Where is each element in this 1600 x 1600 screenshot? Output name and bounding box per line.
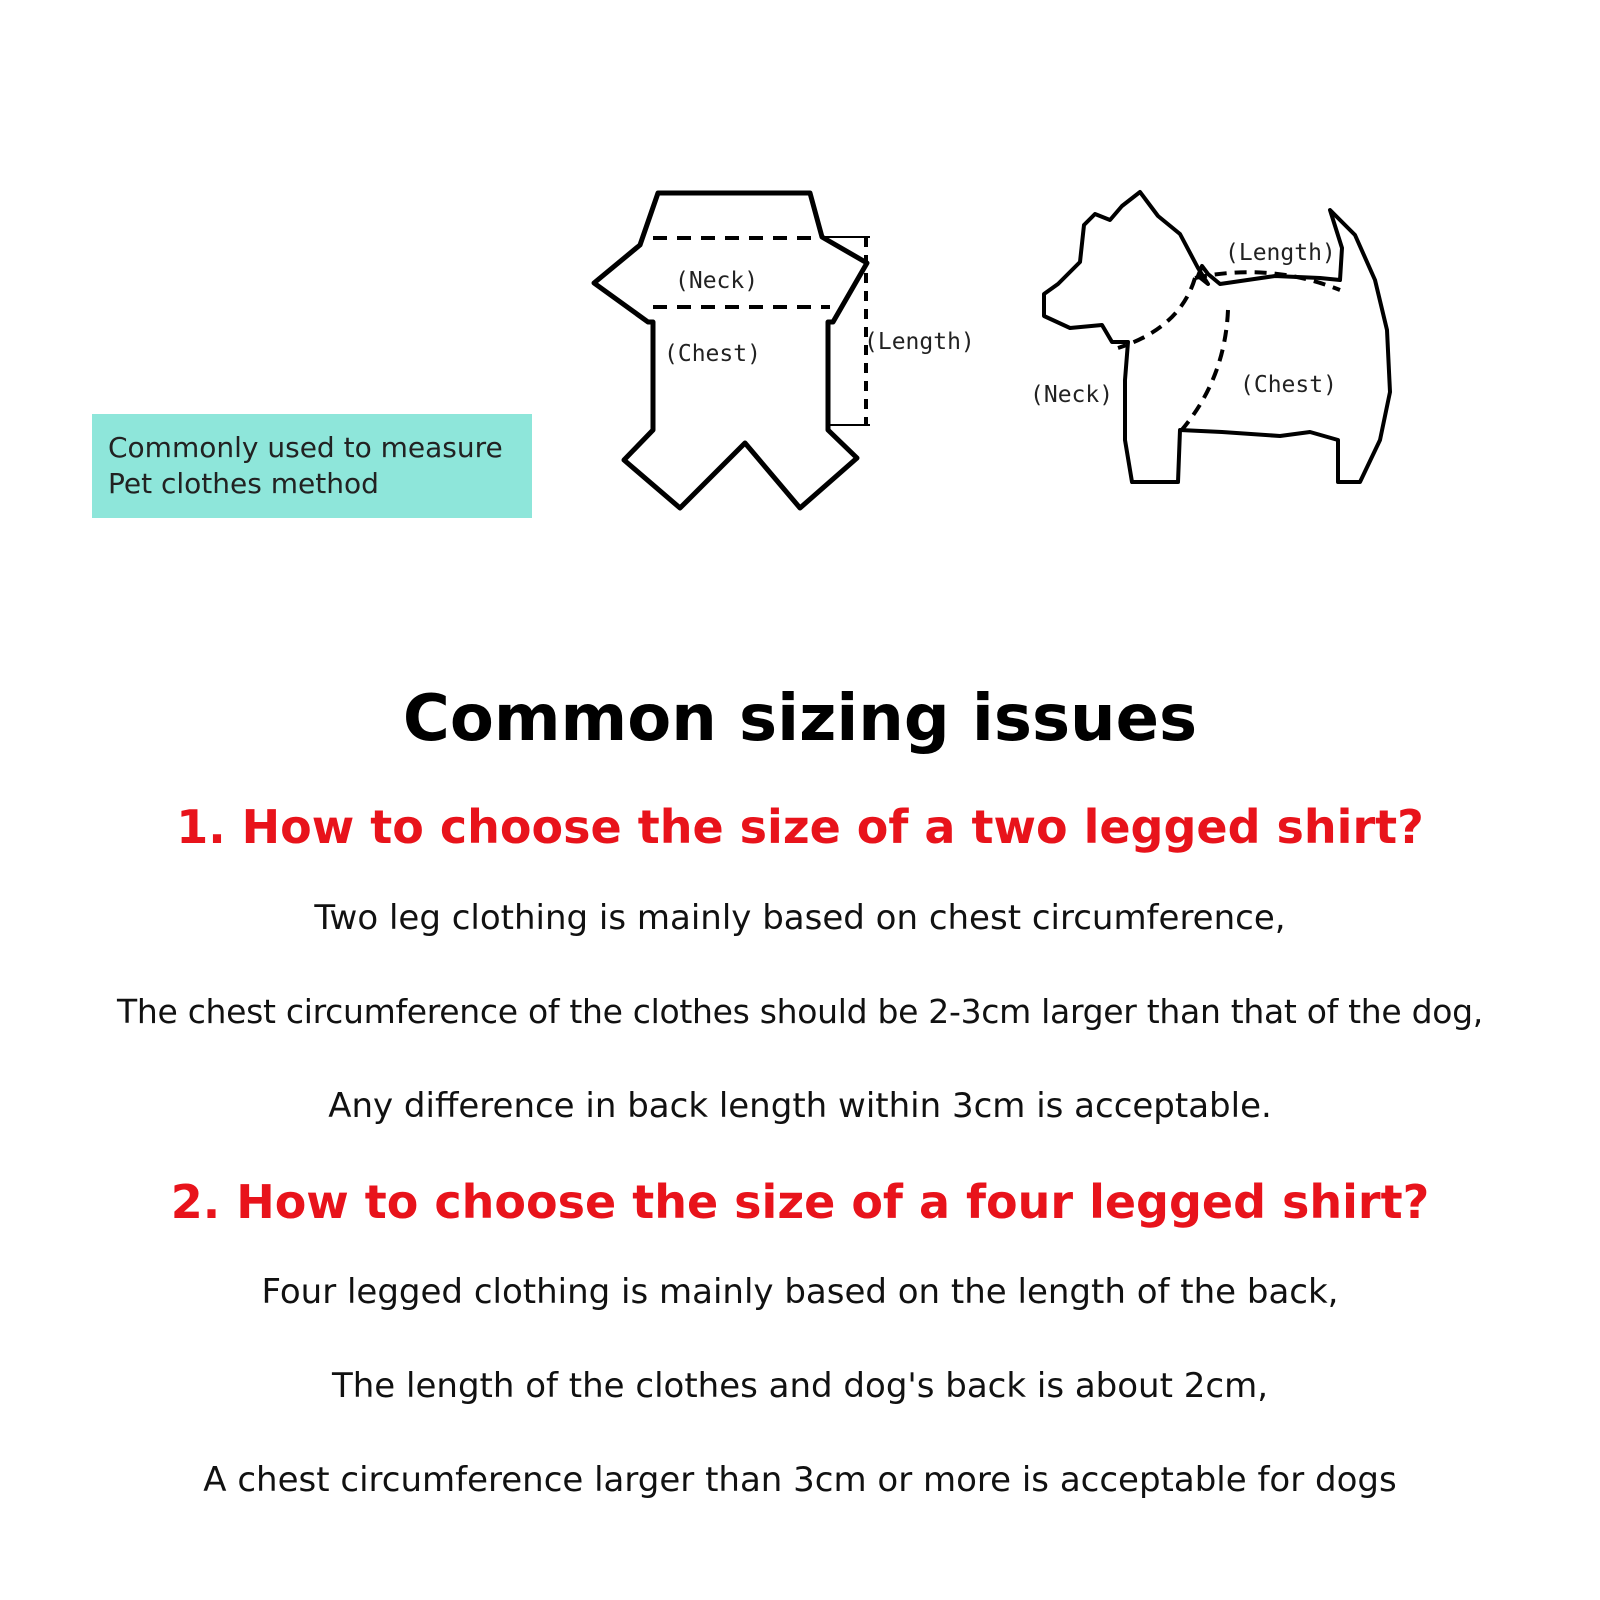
dog-neck-label: (Neck)	[1030, 382, 1114, 408]
measure-method-line-1: Commonly used to measure	[108, 431, 503, 464]
section-1-line-1: Two leg clothing is mainly based on chest circumference,	[314, 898, 1286, 938]
section-1-line-2: The chest circumference of the clothes should be 2-3cm larger than that of the dog,	[117, 992, 1483, 1031]
section-2-line-1: Four legged clothing is mainly based on the length of the back,	[261, 1272, 1339, 1312]
dog-chest-label: (Chest)	[1240, 372, 1337, 398]
shirt-chest-label: (Chest)	[664, 341, 761, 367]
section-2-line-3: A chest circumference larger than 3cm or more is acceptable for dogs	[203, 1460, 1397, 1500]
dog-chest-curve	[1180, 310, 1228, 432]
dog-diagram	[1030, 180, 1450, 520]
page-title: Common sizing issues	[402, 682, 1198, 756]
shirt-length-label: (Length)	[864, 329, 975, 355]
dog-length-label: (Length)	[1225, 240, 1336, 266]
dog-neck-curve	[1118, 278, 1195, 348]
shirt-neck-label: (Neck)	[675, 268, 759, 294]
measure-method-box	[92, 414, 532, 518]
section-1-heading: 1. How to choose the size of a two legged shirt?	[176, 800, 1424, 854]
section-2-heading: 2. How to choose the size of a four legged shirt?	[170, 1175, 1430, 1229]
shirt-diagram	[580, 185, 1000, 525]
section-2-line-2: The length of the clothes and dog's back is about 2cm,	[331, 1366, 1268, 1406]
dog-outline	[1044, 192, 1390, 482]
measure-method-line-2: Pet clothes method	[108, 467, 379, 500]
section-1-line-3: Any difference in back length within 3cm is acceptable.	[328, 1086, 1272, 1126]
